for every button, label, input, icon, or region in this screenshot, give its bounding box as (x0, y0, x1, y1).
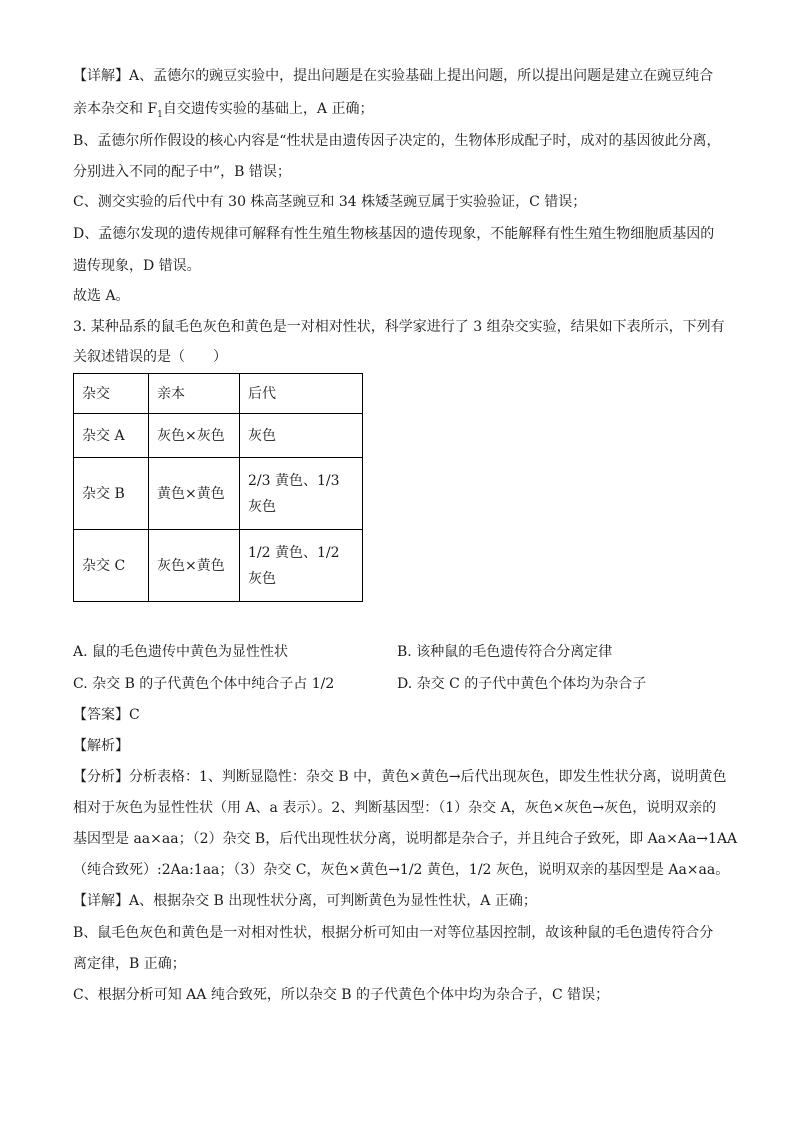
detail-prev-line-4: 分别进入不同的配子中”，B 错误； (73, 164, 291, 180)
table-header-row (74, 374, 363, 414)
question-line-2: 关叙述错误的是（ ） (73, 349, 227, 365)
analysis-line-4: （纯合致死）:2Aa:1aa；（3）杂交 C，灰色×黄色→1/2 黄色，1/2 灰色，说明双亲的基因型是 Aa×aa。 (73, 862, 730, 878)
analysis-line-3: 基因型是 aa×aa；（2）杂交 B，后代出现性状分离，说明都是杂合子，并且纯合子致死，即 Aa×Aa→1AA (73, 831, 738, 847)
answer-label: 【答案】C (73, 707, 140, 723)
option-a: A. 鼠的毛色遗传中黄色为显性性状 (73, 644, 289, 660)
cross-results-table (73, 373, 363, 602)
detail-prev-line-2a: 亲本杂交和 F (73, 101, 158, 117)
detail-prev-line-3: B、孟德尔所作假设的核心内容是“性状是由遗传因子决定的，生物体形成配子时，成对的基因彼此分离， (73, 133, 721, 149)
header-parents: 亲本 (149, 374, 240, 414)
header-offspring: 后代 (240, 374, 363, 414)
table-row (74, 530, 363, 602)
cell-parents: 灰色×黄色 (149, 530, 240, 602)
detail-prev-line-6: D、孟德尔发现的遗传规律可解释有性生殖生物核基因的遗传现象，不能解释有性生殖生物细胞质基因的 (73, 226, 715, 242)
detail-line-2: B、鼠毛色灰色和黄色是一对相对性状，根据分析可知由一对等位基因控制，故该种鼠的毛色遗传符合分 (73, 925, 714, 941)
detail-prev-line-2 (73, 99, 373, 125)
detail-line-1: 【详解】A、根据杂交 B 出现性状分离，可判断黄色为显性性状，A 正确； (73, 893, 537, 909)
detail-line-3: 离定律，B 正确； (73, 956, 186, 972)
detail-prev-line-7: 遗传现象，D 错误。 (73, 258, 201, 274)
cell-parents: 灰色×灰色 (149, 414, 240, 458)
option-b: B. 该种鼠的毛色遗传符合分离定律 (397, 644, 613, 660)
cell-offspring: 2/3 黄色、1/3 灰色 (240, 458, 363, 530)
detail-prev-line-8: 故选 A。 (73, 288, 130, 304)
cell-offspring: 1/2 黄色、1/2 灰色 (240, 530, 363, 602)
table-row (74, 458, 363, 530)
cell-parents: 黄色×黄色 (149, 458, 240, 530)
analysis-line-1: 【分析】分析表格：1、判断显隐性：杂交 B 中，黄色×黄色→后代出现灰色，即发生性状分离，说明黄色 (73, 769, 727, 785)
cell-offspring: 灰色 (240, 414, 363, 458)
question-line-1: 3. 某种品系的鼠毛色灰色和黄色是一对相对性状，科学家进行了 3 组杂交实验，结果如下表所示，下列有 (73, 319, 725, 335)
f1-subscript: 1 (157, 109, 163, 120)
table-row (74, 414, 363, 458)
cell-cross: 杂交 B (74, 458, 149, 530)
analysis-title: 【解析】 (73, 738, 129, 754)
detail-prev-line-2b: 自交遗传实验的基础上，A 正确； (162, 101, 374, 117)
detail-line-4: C、根据分析可知 AA 纯合致死，所以杂交 B 的子代黄色个体中均为杂合子，C 错误； (73, 987, 610, 1003)
header-cross: 杂交 (74, 374, 149, 414)
detail-prev-line-5: C、测交实验的后代中有 30 株高茎豌豆和 34 株矮茎豌豆属于实验验证，C 错误； (73, 194, 587, 210)
detail-prev-line-1: 【详解】A、孟德尔的豌豆实验中，提出问题是在实验基础上提出问题，所以提出问题是建立在豌豆纯合 (73, 68, 714, 84)
cell-cross: 杂交 A (74, 414, 149, 458)
option-d: D. 杂交 C 的子代中黄色个体均为杂合子 (397, 676, 647, 692)
cell-cross: 杂交 C (74, 530, 149, 602)
option-c: C. 杂交 B 的子代黄色个体中纯合子占 1/2 (73, 676, 335, 692)
analysis-line-2: 相对于灰色为显性性状（用 A、a 表示）。2、判断基因型：（1）杂交 A，灰色×灰色→灰色，说明双亲的 (73, 800, 717, 816)
